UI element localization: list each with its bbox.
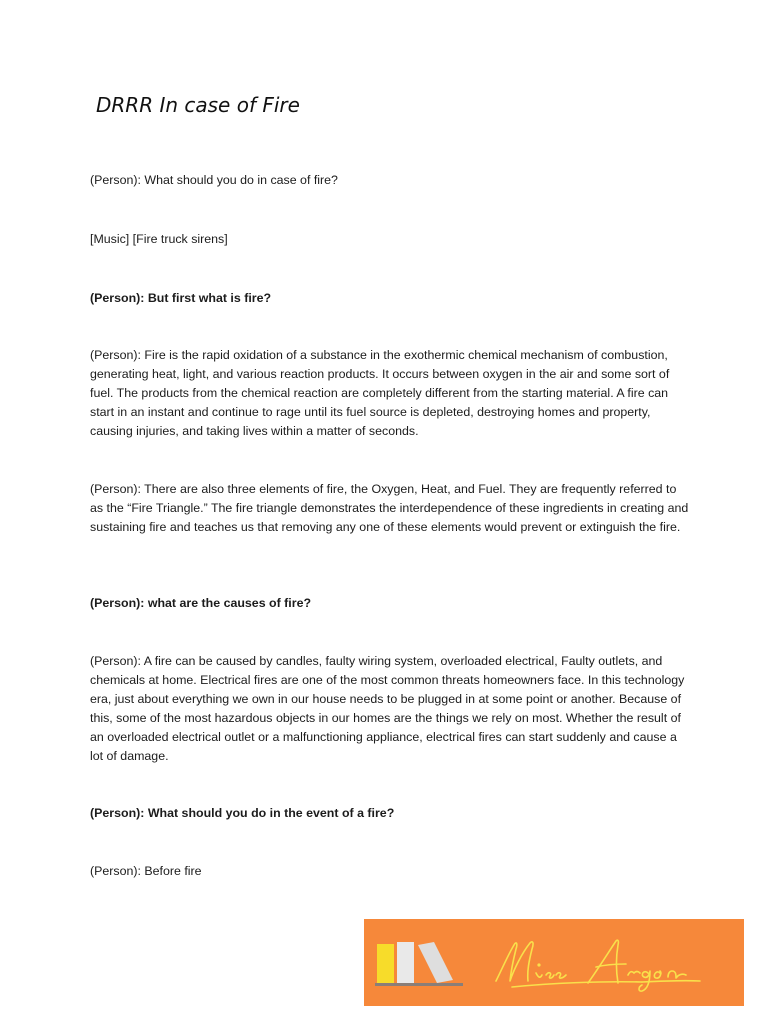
paragraph-causes-answer: (Person): A fire can be caused by candles, faulty wiring system, overloaded electrical, Faulty outlets, and chemicals at home. Electrical fires are one of the most common threats homeowners face. In this technology era, just about everything we own in our house needs to be plugged in at some point or another. Because of this, some of the most hazardous objects in our homes are the things we rely on most. Whether the result of an overloaded electrical outlet or a malfunctioning appliance, electrical fires can start suddenly and cause a lot of damage. (90, 654, 685, 763)
document-title: DRRR In case of Fire (96, 93, 300, 117)
paragraph-what-is-fire: (Person): But first what is fire? (90, 291, 272, 305)
paragraph-causes-question: (Person): what are the causes of fire? (90, 596, 312, 610)
paragraph-sound-cue: [Music] [Fire truck sirens] (90, 232, 228, 246)
books-icon (375, 940, 465, 986)
paragraph-question: (Person): What should you do in case of fire? (90, 173, 338, 187)
paragraph-event-question: (Person): What should you do in the event of a fire? (90, 806, 395, 820)
paragraph-before-fire: (Person): Before fire (90, 864, 202, 878)
watermark-banner (364, 919, 744, 1006)
paragraph-fire-triangle: (Person): There are also three elements of fire, the Oxygen, Heat, and Fuel. They are frequently referred to as the “Fire Triangle.” The fire triangle demonstrates the interdependence of these ingredients in creating and sustaining fire and teaches us that removing any one of these elements would prevent or extinguish the fire. (90, 482, 689, 534)
watermark-signature (492, 931, 722, 995)
paragraph-fire-definition: (Person): Fire is the rapid oxidation of a substance in the exothermic chemical mechanism of combustion, generating heat, light, and various reaction products. It occurs between oxygen in the air and some sort of fuel. The products from the chemical reaction are completely different from the starting material. A fire can start in an instant and continue to rage until its fuel source is depleted, destroying homes and property, causing injuries, and taking lives within a matter of seconds. (90, 348, 670, 438)
